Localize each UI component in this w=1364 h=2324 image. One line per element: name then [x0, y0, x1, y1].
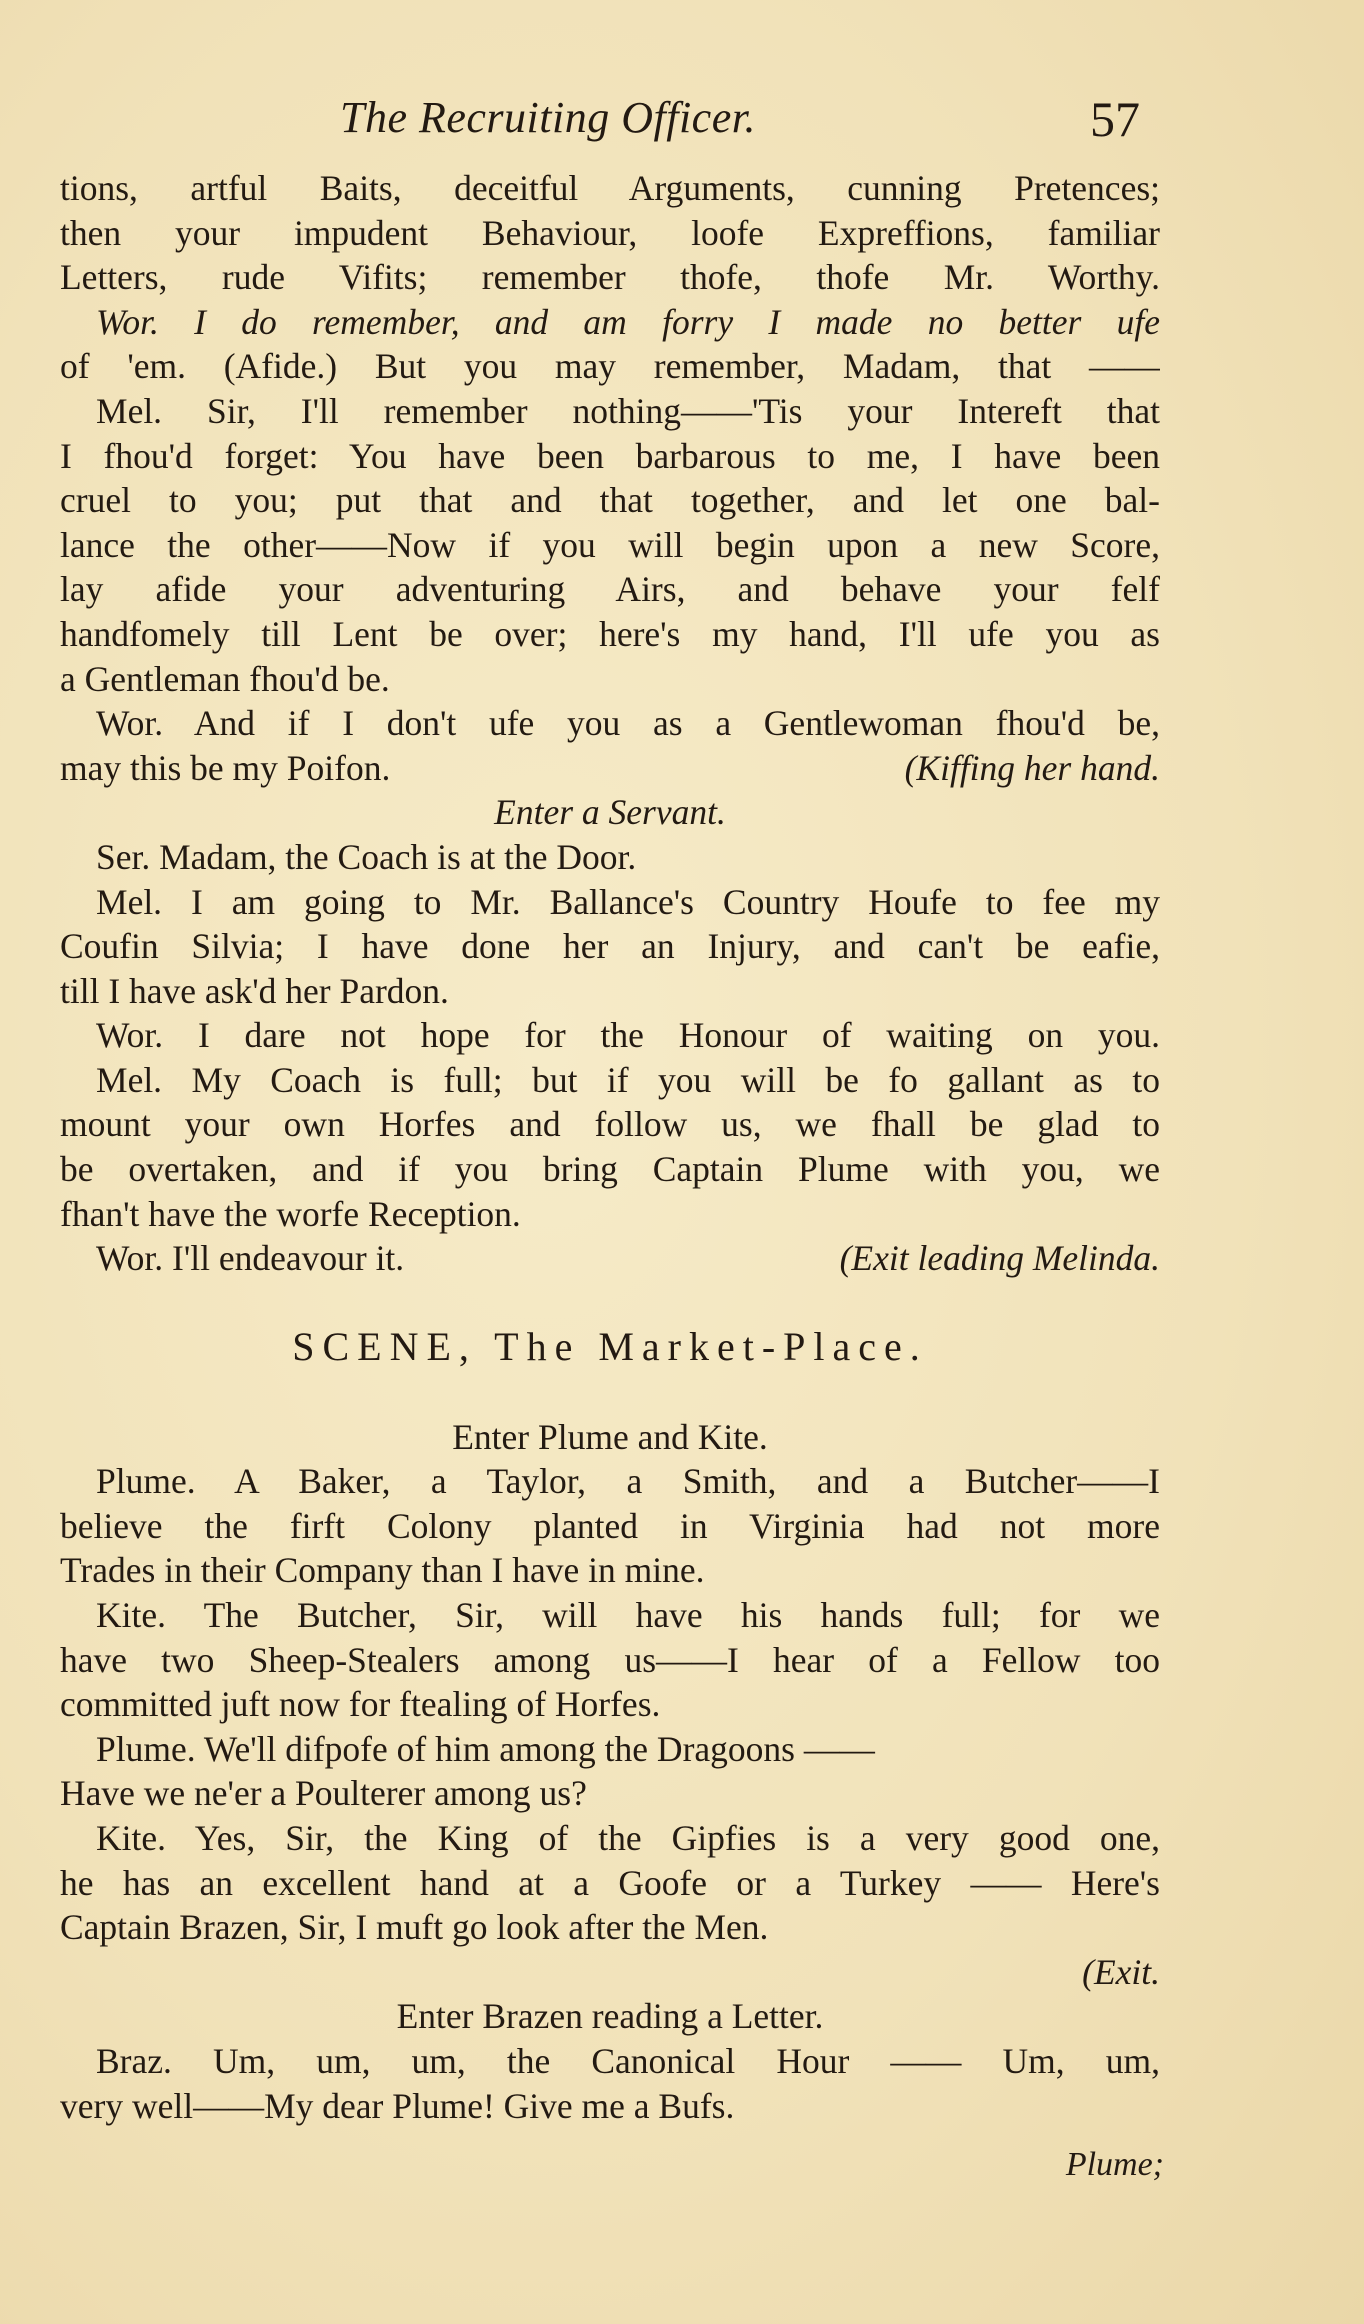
stage-direction: Enter Brazen reading a Letter.: [396, 1996, 824, 2037]
text-line: Mel. My Coach is full; but if you will be fo gallant as to: [96, 1059, 1160, 1100]
spacer: [60, 1281, 1160, 1326]
text-line: Wor. I do remember, and am forry I made no better ufe: [96, 301, 1160, 342]
text-line: mount your own Horfes and follow us, we fhall be glad to: [60, 1104, 1160, 1145]
text-line: Captain Brazen, Sir, I muft go look after the Men.: [60, 1907, 769, 1948]
text-line: be overtaken, and if you bring Captain Plume with you, we: [60, 1149, 1160, 1190]
page-number: 57: [1090, 91, 1140, 147]
text-line: Plume. We'll difpofe of him among the Dragoons ——: [96, 1728, 875, 1769]
text-line: Trades in their Company than I have in mine.: [60, 1550, 705, 1591]
text-line: I fhou'd forget: You have been barbarous to me, I have been: [60, 435, 1160, 476]
stage-direction: Enter Plume and Kite.: [452, 1416, 768, 1457]
stage-direction: (Kiffing her hand.: [904, 747, 1160, 788]
text-line: Mel. I am going to Mr. Ballance's Country Houfe to fee my: [96, 881, 1160, 922]
text-line: fhan't have the worfe Reception.: [60, 1193, 521, 1234]
text-line: handfomely till Lent be over; here's my hand, I'll ufe you as: [60, 613, 1160, 654]
text-line: Mel. Sir, I'll remember nothing——'Tis your Intereft that: [96, 390, 1160, 431]
stage-direction: (Exit.: [1082, 1951, 1160, 1992]
text-line: Have we ne'er a Poulterer among us?: [60, 1773, 587, 1814]
scene-heading: SCENE, The Market-Place.: [292, 1325, 928, 1370]
text-line: have two Sheep-Stealers among us——I hear of a Fellow too: [60, 1639, 1160, 1680]
text-line: Braz. Um, um, um, the Canonical Hour —— Um, um,: [96, 2040, 1160, 2081]
text-line: Kite. The Butcher, Sir, will have his hands full; for we: [96, 1595, 1160, 1635]
page-body-text: [60, 166, 1160, 2128]
text-line: believe the firft Colony planted in Virginia had not more: [60, 1505, 1160, 1546]
text-line: cruel to you; put that and that together, and let one bal-: [60, 480, 1160, 521]
text-line: [60, 746, 1160, 791]
stage-direction: Enter a Servant.: [494, 792, 726, 833]
text-line: Coufin Silvia; I have done her an Injury, and can't be eafie,: [60, 926, 1160, 967]
text-line: Wor. I dare not hope for the Honour of waiting on you.: [96, 1015, 1160, 1056]
text-line: very well——My dear Plume! Give me a Bufs.: [60, 2085, 735, 2126]
text-line: till I have ask'd her Pardon.: [60, 970, 449, 1011]
text-line: then your impudent Behaviour, loofe Expreffions, familiar: [60, 212, 1160, 253]
text-line: Wor. And if I don't ufe you as a Gentlewoman fhou'd be,: [96, 703, 1160, 744]
running-title: The Recruiting Officer.: [340, 93, 756, 142]
spacer: [60, 1370, 1160, 1415]
text-line: of 'em. (Afide.) But you may remember, Madam, that ——: [60, 346, 1160, 387]
text-line: lay afide your adventuring Airs, and behave your felf: [60, 569, 1160, 610]
catchword: Plume;: [1065, 2146, 1164, 2183]
text-line: a Gentleman fhou'd be.: [60, 658, 390, 699]
stage-direction: (Exit leading Melinda.: [839, 1238, 1160, 1279]
text-line: committed juft now for ftealing of Horfes.: [60, 1684, 661, 1725]
text-line: Plume. A Baker, a Taylor, a Smith, and a Butcher——I: [96, 1461, 1160, 1502]
text-line: [60, 1236, 1160, 1281]
text-line: Letters, rude Vifits; remember thofe, thofe Mr. Worthy.: [60, 257, 1160, 298]
running-head: [340, 92, 1140, 152]
text-line: lance the other——Now if you will begin upon a new Score,: [60, 524, 1160, 565]
text-line: Kite. Yes, Sir, the King of the Gipfies is a very good one,: [96, 1817, 1160, 1858]
speech-text: may this be my Poifon.: [60, 747, 391, 788]
speech-text: Wor. I'll endeavour it.: [96, 1238, 405, 1279]
text-line: he has an excellent hand at a Goofe or a Turkey —— Here's: [60, 1862, 1160, 1903]
text-line: Ser. Madam, the Coach is at the Door.: [96, 836, 637, 877]
text-line: tions, artful Baits, deceitful Arguments, cunning Pretences;: [60, 168, 1160, 208]
